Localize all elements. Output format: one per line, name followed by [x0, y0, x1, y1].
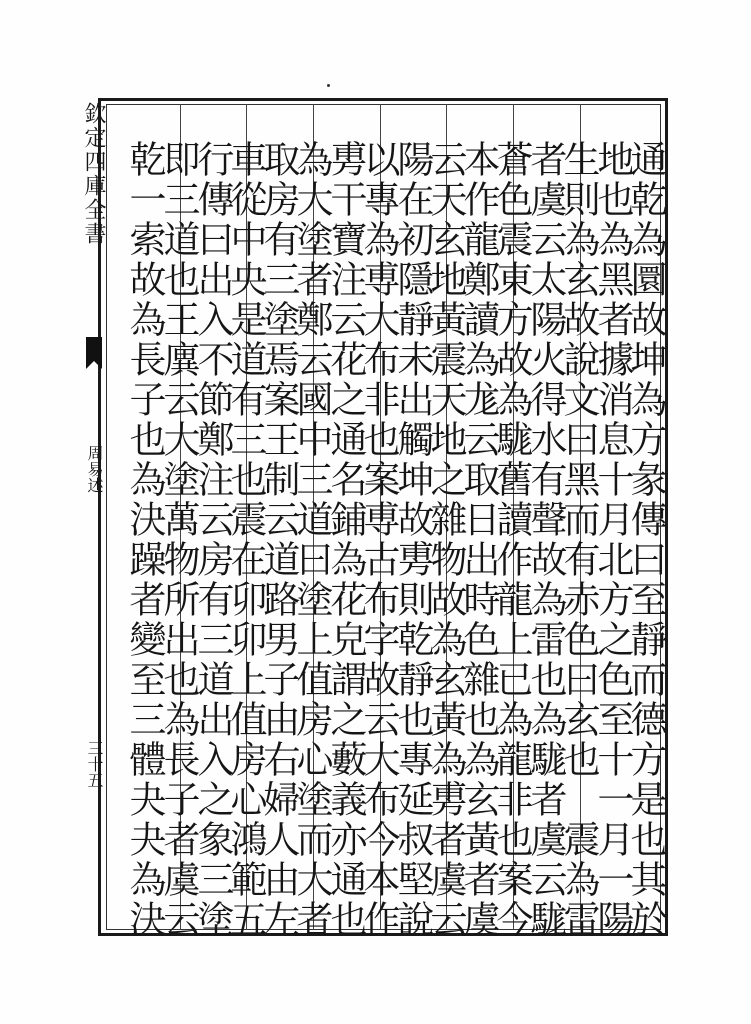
- text-column: 通乾為圜故坤為方彖傳曰至靜而德方是也其於: [624, 140, 667, 940]
- text-column: 者虞云太陽火得水有聲故為雷也為駹者虞云駹: [524, 140, 567, 940]
- page-number: 三十五: [85, 740, 104, 788]
- text-column: 陽在初隱靜未出觸坤故旉則乾靜也專延叔堅說: [391, 140, 434, 940]
- text-column: 乾一索故為長子也為決躁者變至三體夬夬為決: [123, 140, 166, 940]
- text-column: 以專為尃大布非也案尃古布字故云大布今本作: [357, 140, 400, 940]
- text-column: 旉干寶注云花之通名鋪為花皃謂之藪義亦通也: [324, 140, 367, 940]
- section-title: 周易述: [85, 445, 104, 493]
- text-column: 生則為玄故說文曰黑而有赤色曰玄也 震為雷: [557, 140, 600, 940]
- text-column: 蒼色震東方故為駹舊讀作龍上已為龍非也案今: [490, 140, 533, 940]
- text-column: 車從中央是道有三也震在卯卯上值房心鴻範五: [224, 140, 267, 940]
- text-column: 地也為黑者據消息十月北方之色至十一月一陽: [591, 140, 634, 940]
- text-column: 行傳曰出入不節鄭注云房有三道出入之象三塗: [191, 140, 234, 940]
- text-column: 為大塗者鄭云國中三道曰塗上值房心塗而大者: [290, 140, 333, 940]
- text-column: 本作龍鄭讀為尨云取日出時色雜也為玄黃者虞: [457, 140, 500, 940]
- text-column: 云天玄地黃震天地之雜物故為玄黃為旉者虞云: [424, 140, 467, 940]
- text-column: 即三道也王廙云大塗萬物所出也為長子者虞云: [157, 140, 200, 940]
- fish-tail-icon: [84, 335, 104, 375]
- ink-dot: [327, 84, 330, 87]
- text-column: 取房有三塗焉案王制云道路男子由右婦人由左: [257, 140, 300, 940]
- book-title: 欽定四庫全書: [81, 102, 106, 246]
